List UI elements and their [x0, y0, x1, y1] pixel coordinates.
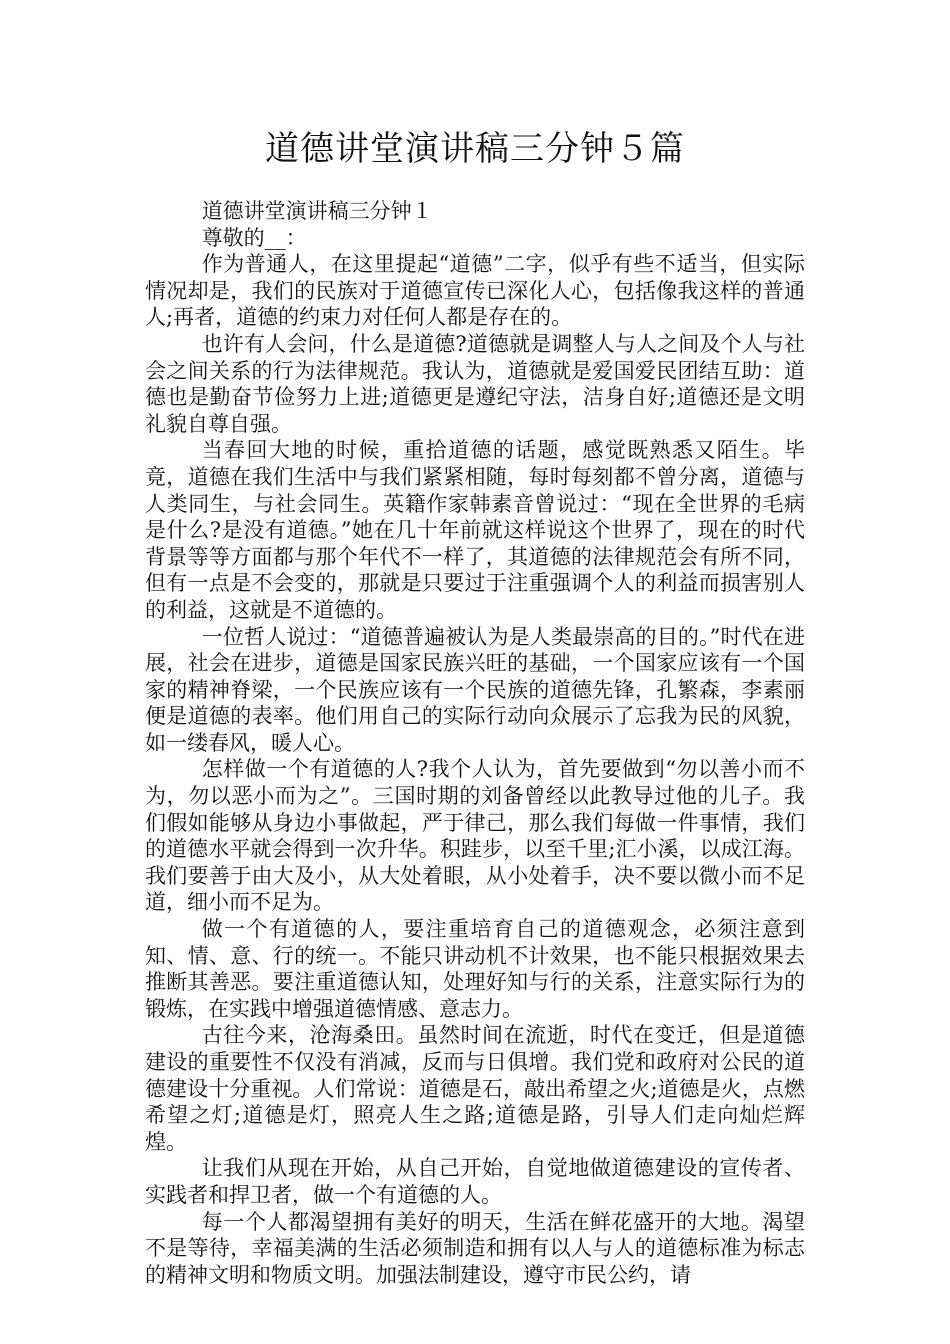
section-heading: 道德讲堂演讲稿三分钟１ [201, 199, 433, 223]
paragraph: 当春回大地的时候，重拾道德的话题，感觉既熟悉又陌生。毕竟，道德在我们生活中与我们紧紧相随，每时每刻都不曾分离，道德与人类同生，与社会同生。英籍作家韩素音曾说过：“现在全世界的毛病是什么?是没有道德。”她在几十年前就这样说这个世界了，现在的时代背景等等方面都与那个年代不一样了，其道德的法律规范会有所不同，但有一点是不会变的，那就是只要过于注重强调个人的利益而损害别人的利益，这就是不道德的。 [145, 438, 805, 622]
document-body [145, 198, 805, 1288]
paragraph: 也许有人会问，什么是道德?道德就是调整人与人之间及个人与社会之间关系的行为法律规范。我认为，道德就是爱国爱民团结互助：道德也是勤奋节俭努力上进;道德更是遵纪守法，洁身自好;道德还是文明礼貌自尊自强。 [145, 331, 805, 436]
paragraph: 作为普通人，在这里提起“道德”二字，似乎有些不适当，但实际情况却是，我们的民族对于道德宣传已深化人心，包括像我这样的普通人;再者，道德的约束力对任何人都是存在的。 [145, 252, 805, 330]
paragraph: 一位哲人说过：“道德普遍被认为是人类最崇高的目的。”时代在进展，社会在进步，道德是国家民族兴旺的基础，一个国家应该有一个国家的精神脊梁，一个民族应该有一个民族的道德先锋，孔繁森，李素丽便是道德的表率。他们用自己的实际行动向众展示了忘我为民的风貌，如一缕春风，暖人心。 [145, 624, 805, 755]
paragraph: 古往今来，沧海桑田。虽然时间在流逝，时代在变迁，但是道德建设的重要性不仅没有消减，反而与日俱增。我们党和政府对公民的道德建设十分重视。人们常说：道德是石，敲出希望之火;道德是火，点燃希望之灯;道德是灯，照亮人生之路;道德是路，引导人们走向灿烂辉煌。 [145, 1023, 805, 1154]
paragraph: 怎样做一个有道德的人?我个人认为，首先要做到“勿以善小而不为，勿以恶小而为之”。三国时期的刘备曾经以此教导过他的儿子。我们假如能够从身边小事做起，严于律己，那么我们每做一件事情，我们的道德水平就会得到一次升华。积跬步，以至千里;汇小溪，以成江海。我们要善于由大及小，从大处着眼，从小处着手，决不要以微小而不足道，细小而不足为。 [145, 757, 805, 915]
paragraph: 做一个有道德的人，要注重培育自己的道德观念，必须注意到知、情、意、行的统一。不能只讲动机不计效果，也不能只根据效果去推断其善恶。要注重道德认知，处理好知与行的关系，注意实际行为的锻炼，在实践中增强道德情感、意志力。 [145, 917, 805, 1021]
document-title: 道德讲堂演讲稿三分钟５篇 [265, 129, 685, 169]
salutation: 尊敬的__： [201, 225, 307, 250]
paragraph: 每一个人都渴望拥有美好的明天，生活在鲜花盛开的大地。渴望不是等待，幸福美满的生活必须制造和拥有以人与人的道德标准为标志的精神文明和物质文明。加强法制建设，遵守市民公约，请 [145, 1209, 805, 1287]
paragraph: 让我们从现在开始，从自己开始，自觉地做道德建设的宣传者、实践者和捍卫者，做一个有道德的人。 [145, 1156, 805, 1207]
